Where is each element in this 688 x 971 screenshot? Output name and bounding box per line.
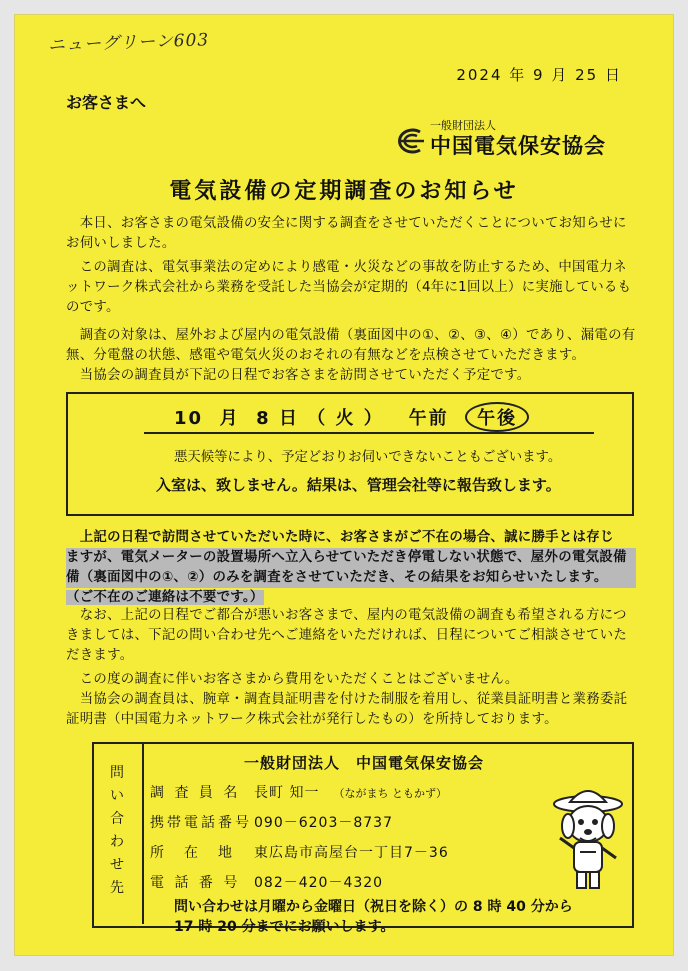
visit-month-unit: 月	[219, 408, 240, 429]
absence-paragraph: 上記の日程で訪問させていただいた時に、お客さまがご不在の場合、誠に勝手とは存じ ますが、電気メーターの設置場所へ立入らせていただき停電しない状態で、屋外の電気設備 備（裏面図中の①、②）のみを調査をさせていただき、その結果をお知らせいたします。 （ご不在のご連絡は不要です。）	[66, 528, 636, 608]
contact-side-label: 問い合わせ先	[110, 765, 124, 896]
notice-paper	[14, 14, 674, 956]
visit-day-unit: 日	[278, 408, 299, 429]
contact-row-phone: 電 話 番 号 082－420－4320	[150, 875, 384, 891]
weather-note: 悪天候等により、予定どおりお伺いできないこともございます。	[174, 450, 562, 465]
entry-note: 入室は、致しません。結果は、管理会社等に報告致します。	[156, 476, 561, 494]
recipient-salutation: お客さまへ	[66, 93, 147, 112]
visit-month: 10	[174, 408, 204, 429]
notice-title: 電気設備の定期調査のお知らせ	[169, 179, 519, 204]
sender-name: 中国電気保安協会	[430, 134, 606, 158]
association-logo-icon	[390, 126, 428, 156]
visit-underline	[144, 432, 594, 434]
mascot-dog-illustration	[550, 782, 626, 892]
visit-weekday: （ 火 ）	[307, 408, 384, 429]
contact-hours: 問い合わせは月曜から金曜日（祝日を除く）の 8 時 40 分から 17 時 20 分までにお願いします。	[174, 899, 573, 935]
contact-org: 一般財団法人 中国電気保安協会	[244, 754, 485, 772]
purpose-paragraph: この調査は、電気事業法の定めにより感電・火災などの事故を防止するため、中国電力ネットワーク株式会社から業務を受託した当協会が定期的（4年に1回以上）に実施しているものです。	[66, 260, 632, 315]
schedule-intro-paragraph: 当協会の調査員が下記の日程でお客さまを訪問させていただく予定です。	[79, 368, 531, 383]
contact-row-address: 所 在 地 東広島市高屋台一丁目7－36	[150, 845, 449, 861]
handwritten-note: ニューグリーン603	[47, 30, 210, 56]
scope-paragraph: 調査の対象は、屋外および屋内の電気設備（裏面図中の①、②、③、④）であり、漏電の有無、分電盤の状態、感電や電気火災のおそれの有無などを点検させていただきます。	[66, 328, 636, 363]
uniform-paragraph: 当協会の調査員は、腕章・調査員証明書を付けた制服を着用し、従業員証明書と業務委託証明書（中国電力ネットワーク株式会社が発行したもの）を所持しております。	[66, 692, 628, 727]
visit-pm-circled: 午後	[465, 402, 529, 432]
issue-date: 2024 年 9 月 25 日	[456, 66, 622, 84]
contact-row-inspector: 調 査 員 名 長町 知一 （ながまち ともかず）	[150, 785, 447, 801]
fee-paragraph: この度の調査に伴いお客さまから費用をいただくことはございません。	[79, 672, 519, 687]
inconvenience-paragraph: なお、上記の日程でご都合が悪いお客さまで、屋内の電気設備の調査も希望される方につきましては、下記の問い合わせ先へご連絡をいただければ、日程についてご相談させていただきます。	[66, 608, 628, 663]
visit-day: 8	[256, 408, 271, 429]
contact-row-mobile: 携帯電話番号 090－6203－8737	[150, 815, 393, 831]
visit-date-line	[174, 402, 529, 432]
sender-prefix: 一般財団法人	[430, 119, 496, 132]
visit-am: 午前	[408, 408, 449, 429]
intro-paragraph: 本日、お客さまの電気設備の安全に関する調査をさせていただくことについてお知らせにお伺いしました。	[66, 216, 627, 251]
